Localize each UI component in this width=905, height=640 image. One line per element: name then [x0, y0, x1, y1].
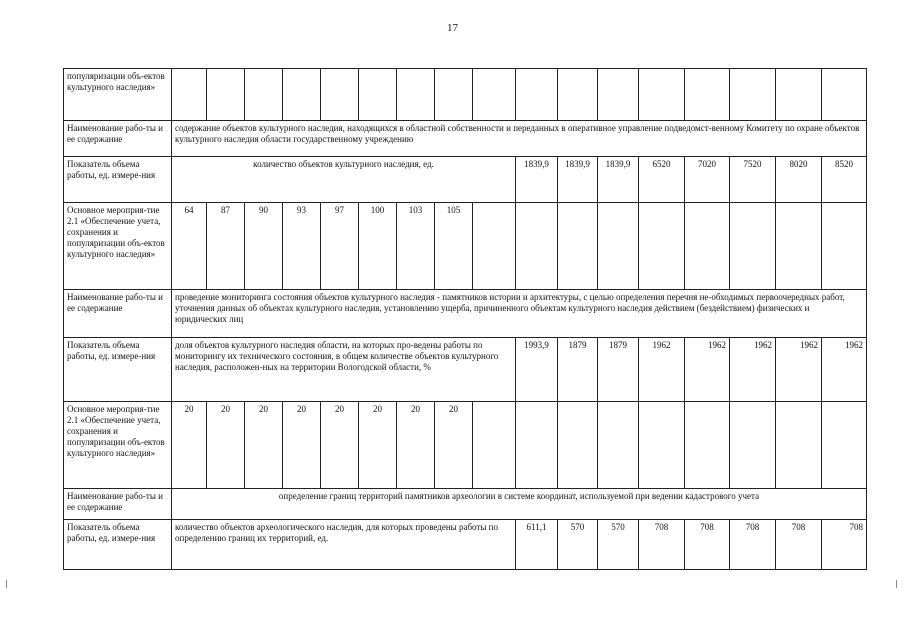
row-label: Показатель объема работы, ед. измере-ния — [64, 520, 172, 570]
value-cell: 7520 — [730, 157, 776, 203]
row-label: популяризации объ-ектов культурного наследия» — [64, 69, 172, 121]
value-cell: 570 — [598, 520, 639, 570]
value-cell: 8520 — [822, 157, 867, 203]
scan-edge-mark — [6, 580, 7, 588]
indicator-content: количество объектов культурного наследия, ед. — [172, 157, 516, 203]
value-cell: 6520 — [639, 157, 685, 203]
value-cell: 1962 — [822, 338, 867, 402]
value-cell: 100 — [359, 203, 397, 290]
value-cell: 103 — [397, 203, 435, 290]
value-cell: 20 — [207, 402, 245, 489]
indicator-content: доля объектов культурного наследия области, на которых про-ведены работы по мониторингу их технического состояния, в общем количестве объектов культурного наследия, расположен-ных на территории Вологодской области, % — [172, 338, 516, 402]
value-cell: 1839,9 — [558, 157, 598, 203]
row-label: Основное мероприя-тие 2.1 «Обеспечение учета, сохранения и популяризации объ-ектов культурного наследия» — [64, 203, 172, 290]
table-row — [64, 69, 867, 121]
value-cell: 1962 — [639, 338, 685, 402]
document-table — [63, 68, 867, 570]
table-row — [64, 520, 867, 570]
value-cell: 20 — [435, 402, 473, 489]
value-cell: 708 — [730, 520, 776, 570]
table-row — [64, 157, 867, 203]
value-cell: 64 — [172, 203, 207, 290]
row-label: Показатель объема работы, ед. измере-ния — [64, 157, 172, 203]
row-label: Показатель объема работы, ед. измере-ния — [64, 338, 172, 402]
indicator-content: количество объектов археологического наследия, для которых проведены работы по определению границ их территорий, ед. — [172, 520, 516, 570]
table-row — [64, 489, 867, 520]
value-cell: 1879 — [558, 338, 598, 402]
value-cell: 1839,9 — [516, 157, 558, 203]
table-row — [64, 290, 867, 338]
value-cell: 708 — [822, 520, 867, 570]
value-cell: 97 — [321, 203, 359, 290]
value-cell: 105 — [435, 203, 473, 290]
value-cell: 708 — [685, 520, 730, 570]
page-number: 17 — [447, 22, 458, 34]
value-cell: 8020 — [776, 157, 822, 203]
table-row — [64, 402, 867, 489]
table-row — [64, 121, 867, 157]
value-cell: 20 — [283, 402, 321, 489]
value-cell: 20 — [397, 402, 435, 489]
value-cell: 1839,9 — [598, 157, 639, 203]
work-content: определение границ территорий памятников археологии в системе координат, используемой при ведении кадастрового учета — [172, 489, 867, 520]
value-cell: 1962 — [685, 338, 730, 402]
value-cell: 93 — [283, 203, 321, 290]
value-cell: 708 — [639, 520, 685, 570]
work-content: содержание объектов культурного наследия, находящихся в областной собственности и переданных в оперативное управление подведомст-венному Комитету по охране объектов культурного наследия области государственному учреждению — [172, 121, 867, 157]
value-cell: 7020 — [685, 157, 730, 203]
table-row — [64, 338, 867, 402]
value-cell: 87 — [207, 203, 245, 290]
work-content: проведение мониторинга состояния объектов культурного наследия - памятников истории и архитектуры, с целью определения перечня не-обходимых первоочередных работ, уточнения данных об объектах культурного наследия, установлению ущерба, причиненного объектам культурного наследия действием (бездействием) физических и юридических лиц — [172, 290, 867, 338]
value-cell: 20 — [245, 402, 283, 489]
row-label: Наименование рабо-ты и ее содержание — [64, 121, 172, 157]
value-cell: 1962 — [730, 338, 776, 402]
scan-edge-mark — [896, 580, 897, 588]
value-cell: 1993,9 — [516, 338, 558, 402]
value-cell: 20 — [359, 402, 397, 489]
value-cell: 90 — [245, 203, 283, 290]
value-cell: 20 — [172, 402, 207, 489]
row-label: Основное мероприя-тие 2.1 «Обеспечение учета, сохранения и популяризации объ-ектов культурного наследия» — [64, 402, 172, 489]
table-row — [64, 203, 867, 290]
value-cell: 1962 — [776, 338, 822, 402]
row-label: Наименование рабо-ты и ее содержание — [64, 290, 172, 338]
value-cell: 708 — [776, 520, 822, 570]
value-cell: 611,1 — [516, 520, 558, 570]
value-cell: 20 — [321, 402, 359, 489]
row-label: Наименование рабо-ты и ее содержание — [64, 489, 172, 520]
value-cell: 1879 — [598, 338, 639, 402]
value-cell: 570 — [558, 520, 598, 570]
